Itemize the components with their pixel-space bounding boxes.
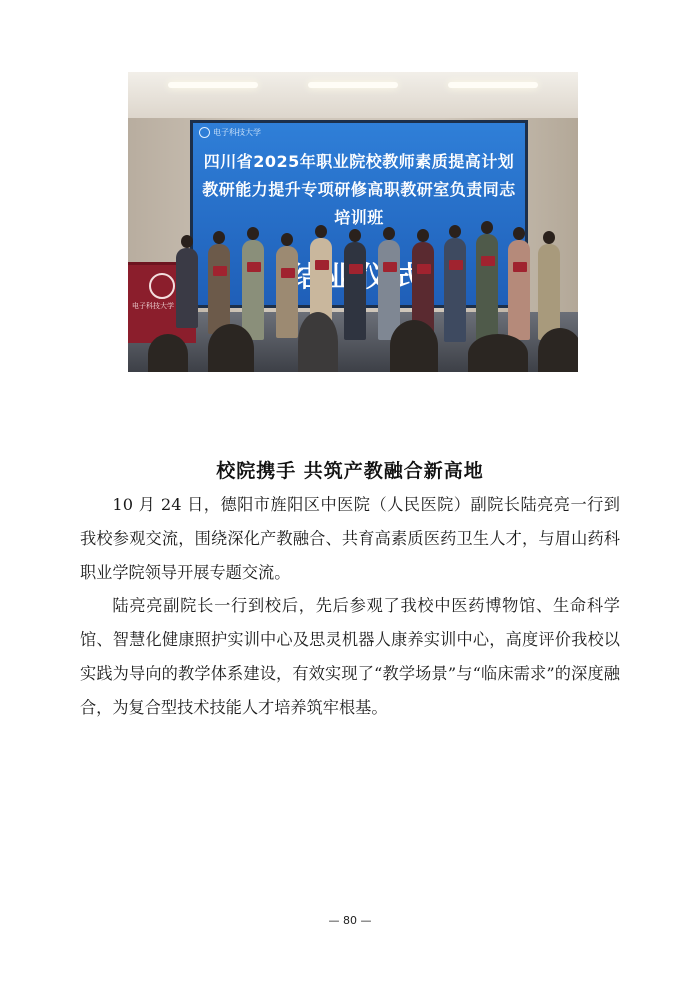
ceremony-photo [128,72,578,372]
ceiling [128,72,578,118]
person [476,234,498,342]
audience-member [148,334,188,372]
audience-member [298,312,338,372]
podium-name: 电子科技大学 [132,302,174,310]
ceiling-lamp [448,82,538,88]
podium-seal-icon [149,273,175,299]
person [276,246,298,338]
audience-member [208,324,254,372]
person [176,248,198,328]
person [538,244,560,340]
page-number: — 80 — [328,914,372,927]
person [344,242,366,340]
person [242,240,264,340]
ceiling-lamp [168,82,258,88]
article-paragraph-1: 10 月 24 日，德阳市旌阳区中医院（人民医院）副院长陆亮亮一行到我校参观交流，围绕深化产教融合、共育高素质医药卫生人才，与眉山药科职业学院领导开展专题交流。 [80,495,620,582]
screen-line-3: 培训班 [334,208,384,227]
screen-line-2: 教研能力提升专项研修高职教研室负责同志 [202,180,516,199]
audience-member [538,328,578,372]
audience-member [468,334,528,372]
screen-logo-text: 电子科技大学 [213,128,261,137]
person [508,240,530,340]
person [208,244,230,334]
university-seal-icon [199,127,210,138]
person [378,240,400,340]
article-title: 校院携手 共筑产教融合新高地 [216,460,484,482]
screen-logo [199,127,261,138]
screen-line-1: 四川省2025年职业院校教师素质提高计划 [203,152,515,171]
article-paragraph-2: 陆亮亮副院长一行到校后，先后参观了我校中医药博物馆、生命科学馆、智慧化健康照护实训中心及思灵机器人康养实训中心，高度评价我校以实践为导向的教学体系建设，有效实现了“教学场景”与“临床需求”的深度融合，为复合型技术技能人才培养筑牢根基。 [80,596,620,717]
audience-member [390,320,438,372]
ceiling-lamp [308,82,398,88]
person [444,238,466,342]
